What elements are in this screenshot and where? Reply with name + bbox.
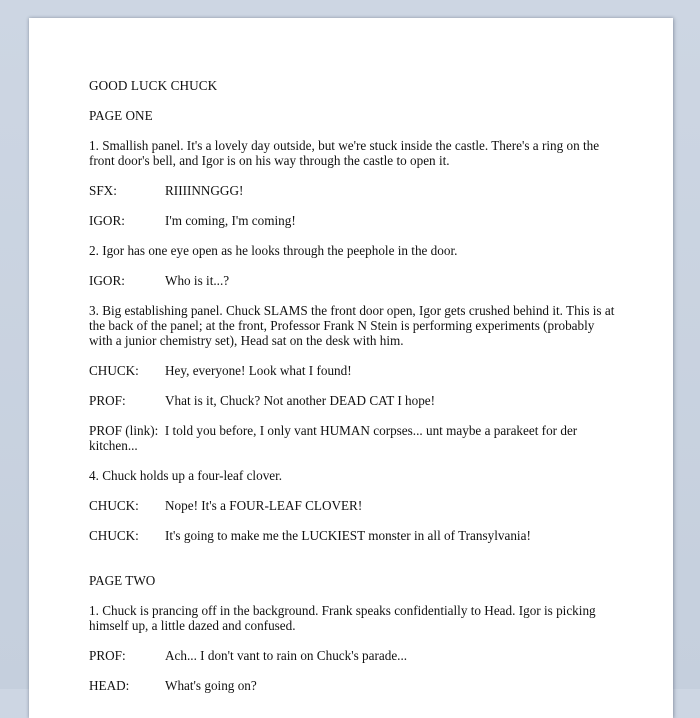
line-text: What's going on? <box>165 678 257 693</box>
speaker: PROF: <box>89 648 126 663</box>
page-two-heading: PAGE TWO <box>89 573 156 588</box>
dialogue-line <box>89 648 619 663</box>
line-text: Ach... I don't vant to rain on Chuck's parade... <box>165 648 408 663</box>
dialogue-line <box>89 363 619 378</box>
line-text: RIIIINNGGG! <box>165 183 244 198</box>
line-text: Hey, everyone! Look what I found! <box>165 363 352 378</box>
line-text: Nope! It's a FOUR-LEAF CLOVER! <box>165 498 363 513</box>
line-text: Who is it...? <box>165 273 230 288</box>
panel-description: 1. Smallish panel. It's a lovely day outside, but we're stuck inside the castle. There's a ring on the front door's bell, and Igor is on his way through the castle to open it. <box>89 138 600 168</box>
page-one-heading: PAGE ONE <box>89 108 153 123</box>
speaker: HEAD: <box>89 678 130 693</box>
speaker: PROF (link): <box>89 423 159 438</box>
dialogue-line <box>89 273 619 288</box>
speaker: CHUCK: <box>89 363 139 378</box>
dialogue-line-wrapped <box>89 423 619 453</box>
dialogue-line <box>89 183 619 198</box>
speaker: CHUCK: <box>89 528 139 543</box>
panel-description: 1. Chuck is prancing off in the background. Frank speaks confidentially to Head. Igor is picking himself up, a little dazed and confused. <box>89 603 596 633</box>
speaker: IGOR: <box>89 213 125 228</box>
script-body <box>89 78 619 708</box>
line-text: I told you before, I only vant HUMAN corpses... unt maybe a parakeet for der kitchen... <box>89 423 578 453</box>
script-title: GOOD LUCK CHUCK <box>89 78 218 93</box>
dialogue-line <box>89 393 619 408</box>
panel-description: 2. Igor has one eye open as he looks through the peephole in the door. <box>89 243 458 258</box>
dialogue-line <box>89 213 619 228</box>
line-text: It's going to make me the LUCKIEST monster in all of Transylvania! <box>165 528 531 543</box>
dialogue-line <box>89 678 619 693</box>
dialogue-line <box>89 498 619 513</box>
document-page <box>29 18 673 718</box>
line-text: I'm coming, I'm coming! <box>165 213 296 228</box>
line-text: Vhat is it, Chuck? Not another DEAD CAT I hope! <box>165 393 436 408</box>
speaker: PROF: <box>89 393 126 408</box>
panel-description: 3. Big establishing panel. Chuck SLAMS the front door open, Igor gets crushed behind it. This is at the back of the panel; at the front, Professor Frank N Stein is performing experiments (probably with a junior chemistry set), Head sat on the desk with him. <box>89 303 615 348</box>
speaker: CHUCK: <box>89 498 139 513</box>
panel-description: 4. Chuck holds up a four-leaf clover. <box>89 468 283 483</box>
speaker: IGOR: <box>89 273 125 288</box>
speaker: SFX: <box>89 183 117 198</box>
dialogue-line <box>89 528 619 543</box>
